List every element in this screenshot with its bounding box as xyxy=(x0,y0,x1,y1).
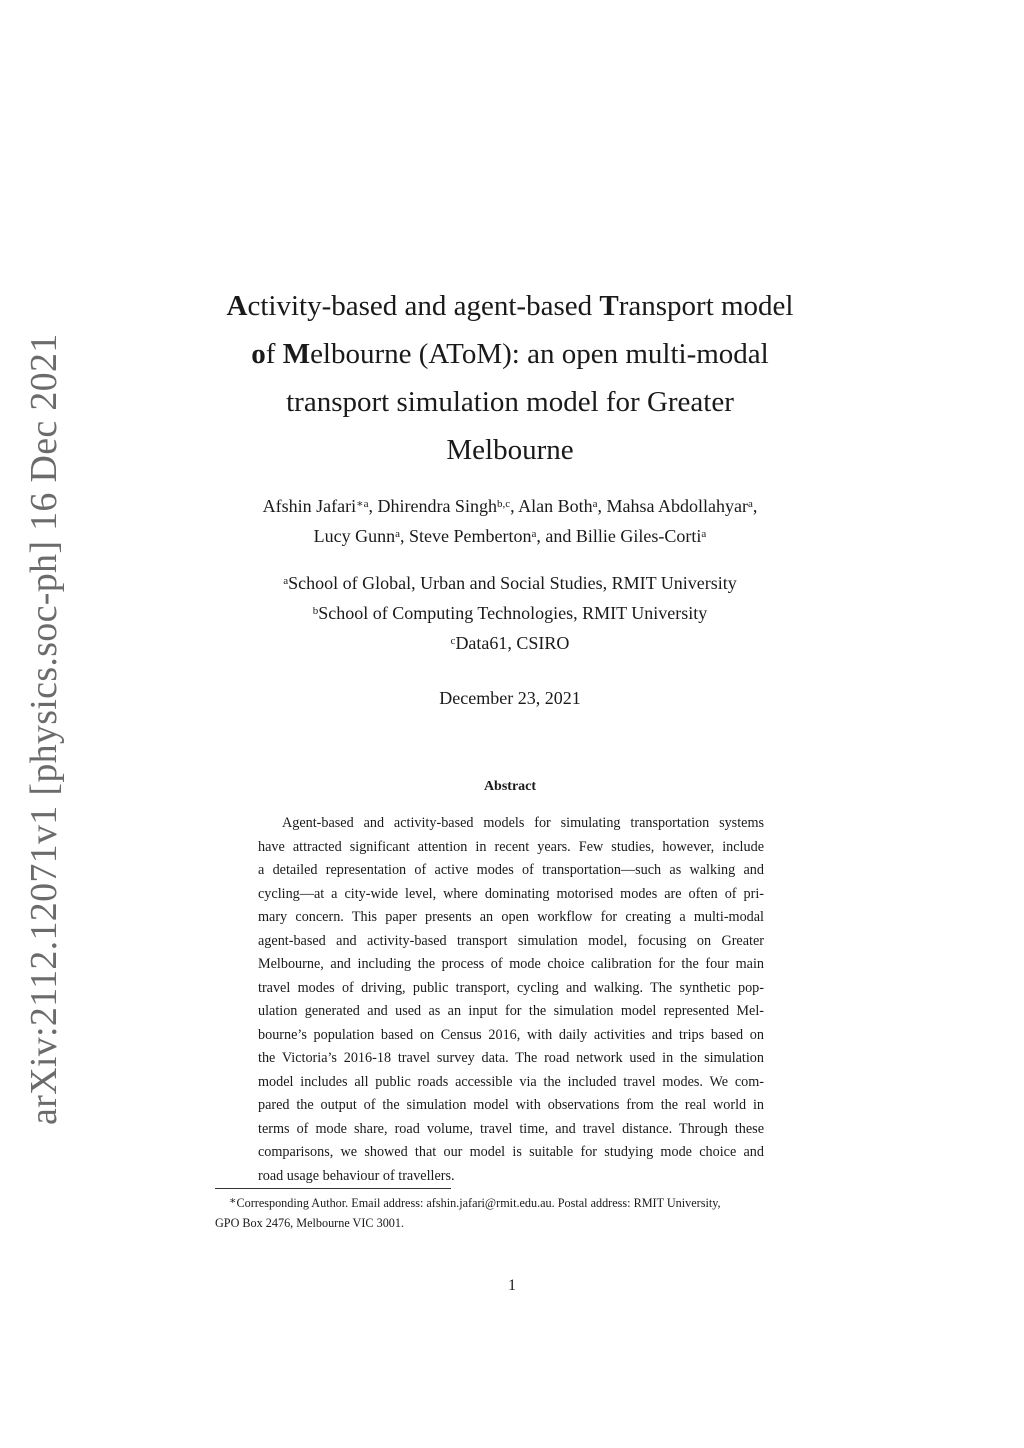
affiliation-text: School of Computing Technologies, RMIT University xyxy=(318,603,708,623)
abstract-body xyxy=(258,812,764,1188)
affiliation-b xyxy=(180,598,840,628)
author-separator: , xyxy=(752,496,758,516)
author-name: Mahsa Abdollahyar xyxy=(606,496,748,516)
abstract-heading: Abstract xyxy=(483,779,537,794)
abstract-line: a detailed representation of active modes of transportation—such as walking and xyxy=(258,862,764,878)
author-list xyxy=(180,491,840,551)
abstract-line: have attracted significant attention in recent years. Few studies, however, include xyxy=(258,838,764,855)
author-affiliation-mark: a xyxy=(531,528,537,540)
title-text: ctivity-based and agent-based xyxy=(247,290,600,322)
corresponding-author-footnote xyxy=(215,1193,807,1233)
abstract-line: Agent-based and activity-based models for simulating transportation systems xyxy=(282,815,764,831)
affiliation-text: School of Global, Urban and Social Studies, RMIT University xyxy=(288,573,737,593)
abstract-line: model includes all public roads accessible via the included travel modes. We com- xyxy=(258,1073,764,1090)
abstract-line: mary concern. This paper presents an open workflow for creating a multi-modal xyxy=(258,909,764,925)
title-text: f xyxy=(265,338,283,370)
abstract-line: cycling—at a city-wide level, where dominating motorised modes are often of pri- xyxy=(258,885,764,902)
author-separator: , xyxy=(510,496,519,516)
affiliation-list xyxy=(180,568,840,658)
footnote-mark: ∗ xyxy=(229,1195,237,1207)
author-separator: , xyxy=(597,496,607,516)
abstract-line: the Victoria’s 2016-18 travel survey data. The road network used in the simulation xyxy=(258,1050,764,1066)
abstract-line: bourne’s population based on Census 2016, with daily activities and trips based on xyxy=(258,1026,764,1043)
footnote-rule xyxy=(215,1188,451,1189)
author-name: Afshin Jafari xyxy=(262,496,357,516)
abstract-line: Melbourne, and including the process of mode choice calibration for the four main xyxy=(258,956,764,972)
title-line-2 xyxy=(200,330,820,378)
title-initial-t: T xyxy=(599,290,619,322)
author-affiliation-mark: a xyxy=(592,498,598,510)
author-affiliation-mark: ∗a xyxy=(356,498,369,510)
author-line-2 xyxy=(180,521,840,551)
title-text: ransport model xyxy=(618,290,794,322)
abstract-line: ulation generated and used as an input for the simulation model represented Mel- xyxy=(258,1003,764,1019)
author-affiliation-mark: b,c xyxy=(496,498,511,510)
title-text: elbourne (AToM): an open multi-modal xyxy=(310,338,769,370)
title-line-3: transport simulation model for Greater xyxy=(286,386,734,418)
abstract-line: pared the output of the simulation model with observations from the real world in xyxy=(258,1097,764,1113)
author-name: Billie Giles-Corti xyxy=(575,526,702,546)
abstract-line: comparisons, we showed that our model is suitable for studying mode choice and xyxy=(258,1144,764,1160)
author-separator: , xyxy=(400,526,410,546)
affiliation-text: Data61, CSIRO xyxy=(455,633,570,653)
affiliation-mark: b xyxy=(312,605,319,617)
author-affiliation-mark: a xyxy=(395,528,401,540)
title-initial-o: o xyxy=(251,338,266,370)
affiliation-c xyxy=(180,628,840,658)
affiliation-mark: c xyxy=(450,635,456,647)
author-name: Steve Pemberton xyxy=(409,526,532,546)
title-line-1 xyxy=(200,282,820,330)
author-separator: , and xyxy=(536,526,576,546)
affiliation-mark: a xyxy=(283,575,289,587)
author-separator: , xyxy=(368,496,378,516)
title-initial-m: M xyxy=(282,338,311,370)
abstract-line: agent-based and activity-based transport simulation model, focusing on Greater xyxy=(258,932,764,949)
author-name: Dhirendra Singh xyxy=(377,496,497,516)
author-name: Lucy Gunn xyxy=(313,526,396,546)
footnote-text: Corresponding Author. Email address: afshin.jafari@rmit.edu.au. Postal address: RMIT University, xyxy=(236,1196,721,1210)
author-name: Alan Both xyxy=(518,496,593,516)
page-number: 1 xyxy=(508,1277,516,1294)
title-initial-a: A xyxy=(226,290,248,322)
affiliation-a xyxy=(180,568,840,598)
abstract-line: travel modes of driving, public transport, cycling and walking. The synthetic pop- xyxy=(258,979,764,996)
abstract-line: road usage behaviour of travellers. xyxy=(258,1167,455,1184)
publication-date: December 23, 2021 xyxy=(439,688,581,708)
author-affiliation-mark: a xyxy=(747,498,753,510)
footnote-line-1 xyxy=(215,1193,807,1213)
abstract-line: terms of mode share, road volume, travel time, and travel distance. Through these xyxy=(258,1120,764,1137)
footnote-line-2: GPO Box 2476, Melbourne VIC 3001. xyxy=(215,1216,405,1230)
author-line-1 xyxy=(180,491,840,521)
arxiv-identifier-stamp: arXiv:2112.12071v1 [physics.soc-ph] 16 Dec 2021 xyxy=(23,333,65,1125)
title-line-4: Melbourne xyxy=(446,434,574,466)
paper-title xyxy=(200,282,820,474)
author-affiliation-mark: a xyxy=(701,528,707,540)
